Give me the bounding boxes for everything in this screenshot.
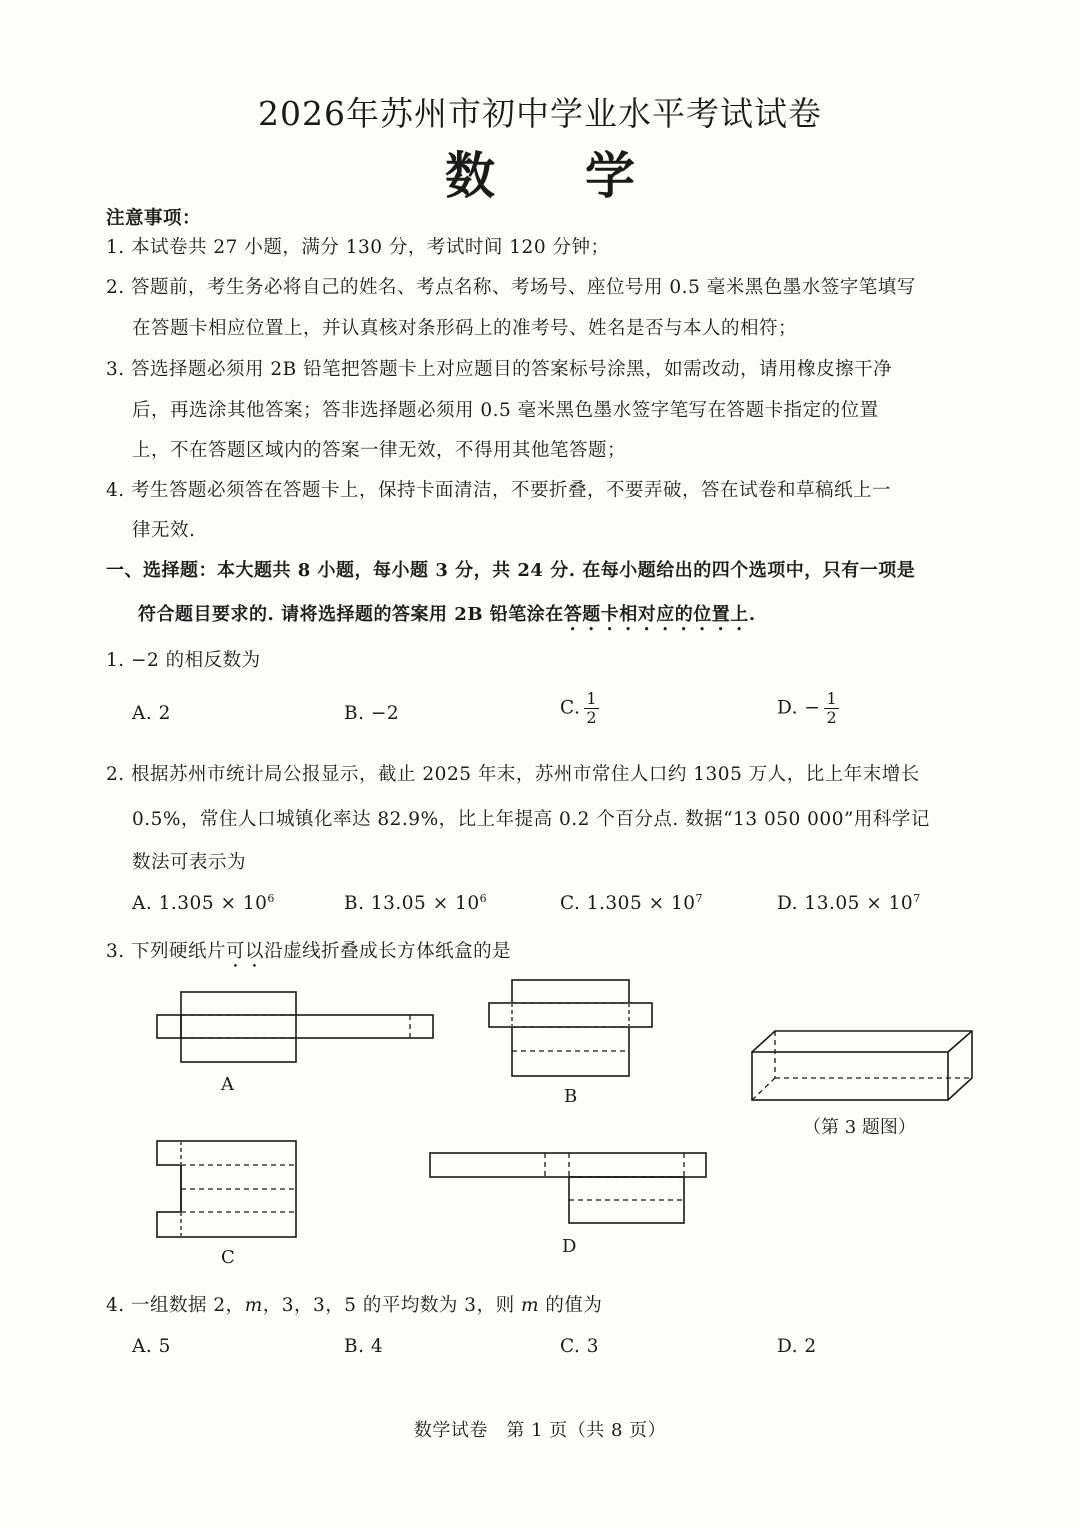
variable-m: m xyxy=(244,1295,263,1316)
figure-caption: （第 3 题图） xyxy=(803,1117,916,1138)
exponent: 7 xyxy=(913,892,921,905)
notice-item-2: 2. 答题前，考生务必将自己的姓名、考点名称、考场号、座位号用 0.5 毫米黑色墨水签字笔填写 xyxy=(106,277,916,298)
notice-item-3: 3. 答选择题必须用 2B 铅笔把答题卡上对应题目的答案标号涂黑，如需改动，请用橡皮擦干净 xyxy=(106,359,893,380)
exponent: 7 xyxy=(695,892,704,905)
net-b-label: B xyxy=(564,1086,578,1107)
net-b xyxy=(489,980,652,1076)
q1-stem: 1. −2 的相反数为 xyxy=(106,650,261,671)
fraction-numerator: 1 xyxy=(826,689,838,708)
subject-title: 数学 xyxy=(445,146,725,205)
section1-heading-cont-c: . xyxy=(748,604,756,625)
q4-stem-b: ，3，3，5 的平均数为 3，则 xyxy=(262,1295,521,1316)
q4-option-b: B. 4 xyxy=(344,1336,384,1357)
q2-option-c-text: C. 1.305 × 10 xyxy=(560,893,696,915)
q4-stem xyxy=(106,1291,602,1317)
q2-option-b-text: B. 13.05 × 10 xyxy=(344,893,480,915)
notice-item-3-cont1: 后，再选涂其他答案；答非选择题必须用 0.5 毫米黑色墨水签字笔写在答题卡指定的位置 xyxy=(132,400,879,421)
page-footer: 数学试卷 第 1 页（共 8 页） xyxy=(413,1420,667,1441)
net-a xyxy=(157,992,433,1062)
q4-stem-a: 4. 一组数据 2， xyxy=(106,1295,245,1316)
fraction-denominator: 2 xyxy=(826,708,838,727)
net-a-label: A xyxy=(221,1074,234,1095)
q4-option-a: A. 5 xyxy=(132,1336,171,1357)
q1-option-a: A. 2 xyxy=(132,703,171,724)
q2-option-d-text: D. 13.05 × 10 xyxy=(777,893,914,915)
variable-m: m xyxy=(520,1295,540,1316)
notice-item-3-cont2: 上，不在答题区域内的答案一律无效，不得用其他笔答题； xyxy=(132,440,627,461)
exponent: 6 xyxy=(479,892,488,905)
q3-stem-emphasis: 可以 xyxy=(226,941,265,962)
q1-option-b: B. −2 xyxy=(344,703,400,724)
section1-heading-cont-a: 符合题目要求的. 请将选择题的答案用 2B 铅笔涂在 xyxy=(138,604,564,625)
q4-option-c: C. 3 xyxy=(560,1336,600,1357)
q3-stem-c: 沿虚线折叠成长方体纸盒的是 xyxy=(264,941,512,962)
net-d xyxy=(430,1153,706,1223)
q2-option-a-text: A. 1.305 × 10 xyxy=(132,893,268,915)
q3-stem-a: 3. 下列硬纸片 xyxy=(106,941,227,962)
q2-stem-line3: 数法可表示为 xyxy=(132,852,247,873)
notice-item-1: 1. 本试卷共 27 小题，满分 130 分，考试时间 120 分钟； xyxy=(106,237,610,258)
section1-heading: 一、选择题：本大题共 8 小题，每小题 3 分，共 24 分. 在每小题给出的四个选项中，只有一项是 xyxy=(106,560,916,581)
net-d-label: D xyxy=(562,1236,577,1257)
box-drawing xyxy=(752,1031,972,1100)
q4-stem-c: 的值为 xyxy=(539,1295,603,1316)
notice-item-4: 4. 考生答题必须答在答题卡上，保持卡面清洁，不要折叠，不要弄破，答在试卷和草稿纸上一 xyxy=(106,480,892,501)
section1-emphasis: 答题卡相对应的位置上 xyxy=(563,604,749,625)
fraction-denominator: 2 xyxy=(586,708,598,727)
exponent: 6 xyxy=(267,892,275,905)
q2-stem-line1: 2. 根据苏州市统计局公报显示，截止 2025 年末，苏州市常住人口约 1305 万人，比上年末增长 xyxy=(106,764,920,785)
q2-stem-line2: 0.5%，常住人口城镇化率达 82.9%，比上年提高 0.2 个百分点. 数据“13 050 000”用科学记 xyxy=(132,809,930,830)
net-c xyxy=(157,1141,296,1237)
notice-item-2-cont: 在答题卡相应位置上，并认真核对条形码上的准考号、姓名是否与本人的相符； xyxy=(132,318,798,339)
notice-heading: 注意事项： xyxy=(106,208,202,229)
q1-option-d-label: D. − xyxy=(777,697,821,719)
q4-option-d: D. 2 xyxy=(777,1336,817,1357)
fraction-numerator: 1 xyxy=(586,689,598,708)
exam-title: 2026年苏州市初中学业水平考试试卷 xyxy=(258,94,822,133)
net-c-label: C xyxy=(221,1247,235,1268)
notice-item-4-cont: 律无效. xyxy=(132,520,196,541)
q1-option-c-label: C. xyxy=(560,697,581,719)
